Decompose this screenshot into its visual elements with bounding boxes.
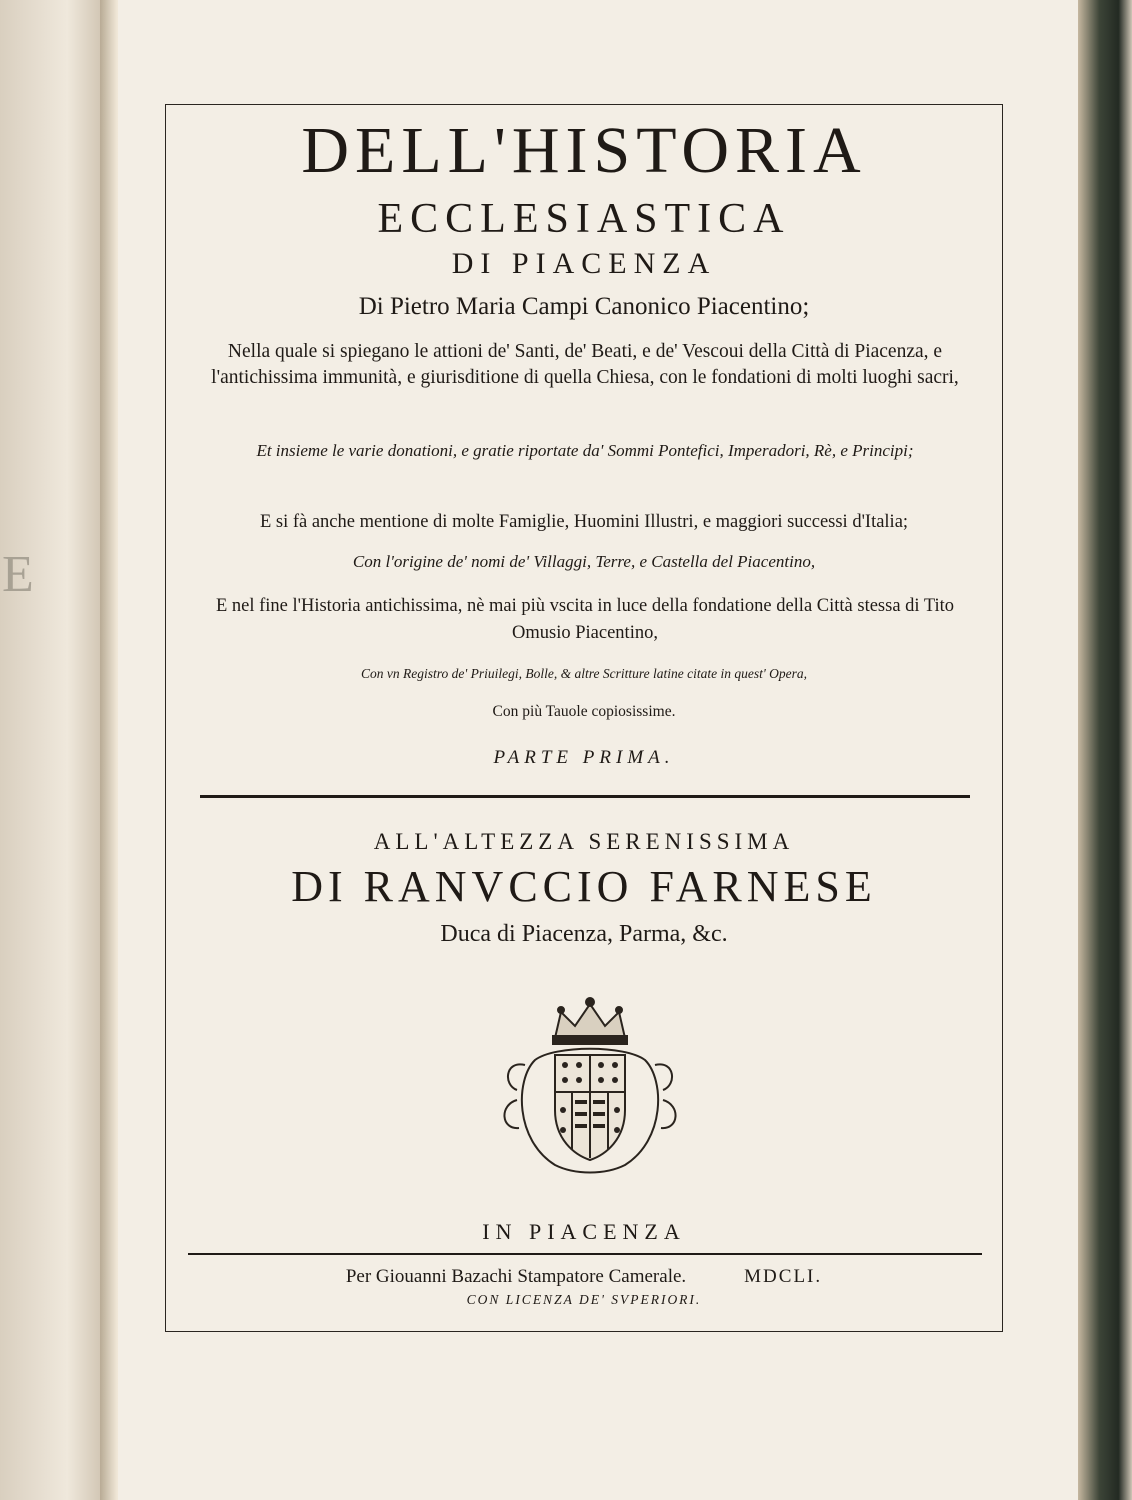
divider-rule	[200, 795, 970, 798]
imprint-printer-line	[166, 1266, 1002, 1288]
imprint-printer: Per Giouanni Bazachi Stampatore Camerale.	[345, 1266, 687, 1287]
left-page-ghost-letter: E	[2, 546, 36, 603]
title-line-2: ECCLESIASTICA	[377, 196, 791, 242]
description-paragraph-3: E si fà anche mentione di molte Famiglie, Huomini Illustri, e maggiori successi d'Italia;	[259, 512, 909, 532]
title-line-1: DELL'HISTORIA	[301, 114, 867, 187]
imprint-city: IN PIACENZA	[482, 1219, 686, 1244]
description-paragraph-1: Nella quale si spiegano le attioni de' Santi, de' Beati, e de' Vescoui della Città di Piacenza, e l'antichissima immunità, e giurisditione di quella Chiesa, con le fondationi di molti luoghi sacri,	[211, 341, 959, 388]
description-paragraph-7: Con più Tauole copiosissime.	[492, 703, 676, 720]
dedication-line-3: Duca di Piacenza, Parma, &c.	[440, 921, 728, 947]
dedication-line-2: DI RANVCCIO FARNESE	[291, 862, 877, 911]
title-page-frame	[165, 104, 1003, 1332]
book-edge	[1078, 0, 1132, 1500]
author-line: Di Pietro Maria Campi Canonico Piacentino;	[358, 293, 810, 320]
description-paragraph-4: Con l'origine de' nomi de' Villaggi, Terre, e Castella del Piacentino,	[352, 552, 816, 571]
description-paragraph-6: Con vn Registro de' Priuilegi, Bolle, & altre Scritture latine citate in quest' Opera,	[361, 666, 807, 681]
description-paragraph-5: E nel fine l'Historia antichissima, nè mai più vscita in luce della fondatione della Città stessa di Tito Omusio Piacentino,	[215, 596, 955, 643]
left-page	[0, 0, 112, 1500]
parte-prima: PARTE PRIMA.	[493, 747, 675, 768]
title-line-3: DI PIACENZA	[451, 247, 717, 280]
imprint-rule	[188, 1253, 982, 1255]
farnese-coat-of-arms-icon	[495, 990, 685, 1180]
description-paragraph-2: Et insieme le varie donationi, e gratie riportate da' Sommi Pontefici, Imperadori, Rè, e Principi;	[256, 441, 914, 460]
dedication-line-1: ALL'ALTEZZA SERENISSIMA	[373, 829, 795, 854]
imprint-licenza: CON LICENZA DE' SVPERIORI.	[466, 1292, 702, 1307]
imprint-year: MDCLI.	[744, 1266, 823, 1287]
